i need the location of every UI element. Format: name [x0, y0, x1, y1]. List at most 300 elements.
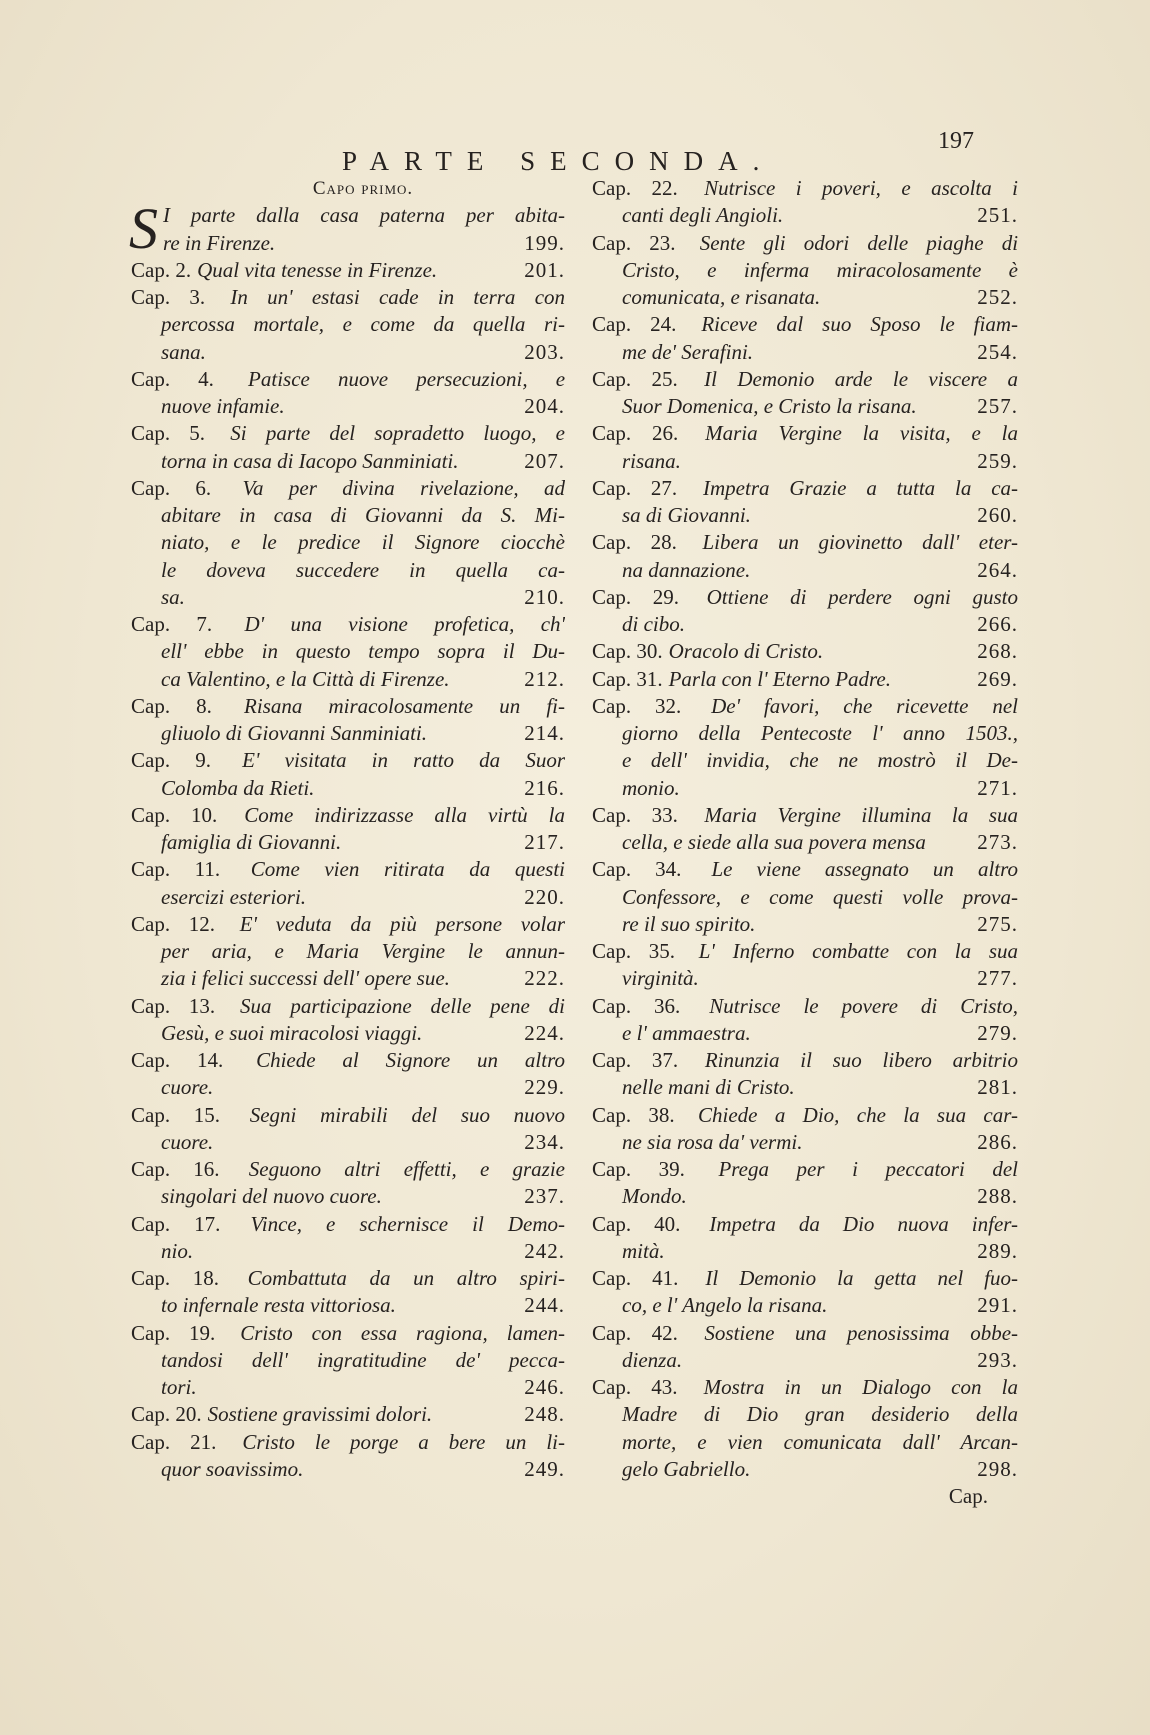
entry-text-wrap	[161, 965, 450, 992]
entry-line-last	[131, 1374, 565, 1401]
entry-page: 207.	[524, 448, 565, 473]
entry-text-wrap	[622, 1183, 687, 1210]
entry-page: 293.	[977, 1347, 1018, 1372]
chapter-label: Cap. 28.	[592, 530, 677, 555]
entry-line	[592, 1156, 1018, 1183]
entry-text: Il Demonio arde le viscere a	[704, 366, 1018, 391]
entry-text-wrap	[622, 448, 681, 475]
entry-text: di cibo.	[622, 612, 685, 636]
toc-entry	[592, 230, 1018, 312]
entry-text: E' veduta da più persone volar	[239, 911, 565, 936]
toc-entry	[131, 1320, 565, 1402]
entry-page: 210.	[524, 584, 565, 609]
entry-text: Colomba da Rieti.	[161, 775, 315, 800]
entry-text: gelo Gabriello.	[622, 1456, 751, 1481]
entry-text-wrap	[622, 557, 750, 584]
entry-line: I parte dalla casa paterna per abita-	[163, 203, 565, 228]
entry-text-wrap	[622, 965, 699, 992]
entry-text: Ottiene di perdere ogni gusto	[706, 584, 1018, 609]
entry-line	[592, 175, 1018, 202]
entry-text-wrap	[622, 502, 751, 529]
entry-line	[131, 1156, 565, 1183]
entry-text: In un' estasi cade in terra con	[230, 285, 565, 309]
entry-text: sa.	[161, 584, 185, 609]
entry-line-last	[131, 1292, 565, 1319]
entry-text-wrap	[161, 1292, 396, 1319]
entry-line-last	[592, 666, 1018, 693]
entry-page: 251.	[977, 203, 1018, 228]
entry-text-wrap	[161, 1129, 213, 1156]
entry-text: virginità.	[622, 966, 699, 991]
entry-line-last	[592, 911, 1018, 938]
entry-line	[131, 802, 565, 829]
entry-text: esercizi esteriori.	[161, 884, 307, 909]
toc-entry	[131, 257, 565, 284]
entry-text: Impetra Grazie a tutta la ca-	[703, 475, 1018, 500]
entry-page: 264.	[977, 557, 1018, 582]
entry-text: Si parte del sopradetto luogo, e	[230, 421, 565, 446]
chapter-label: Cap. 26.	[592, 421, 679, 446]
entry-line-last	[592, 965, 1018, 992]
entry-text-wrap	[622, 1129, 802, 1156]
toc-entry	[131, 611, 565, 693]
entry-page: 269.	[977, 666, 1018, 691]
entry-line	[131, 420, 565, 447]
entry-text: Prega per i peccatori del	[718, 1157, 1018, 1181]
toc-entry	[592, 1211, 1018, 1266]
entry-line	[592, 884, 1018, 911]
entry-page: 249.	[524, 1456, 565, 1481]
entry-line	[131, 366, 565, 393]
entry-text-wrap	[161, 884, 306, 911]
entry-text: L' Inferno combatte con la sua	[698, 939, 1018, 963]
entry-line	[131, 1265, 565, 1292]
entry-text: Mondo.	[622, 1184, 687, 1209]
entry-text: Libera un giovinetto dall' eter-	[702, 530, 1018, 555]
entry-page: 199.	[524, 230, 565, 255]
entry-text: Chiede a Dio, che la sua car-	[698, 1102, 1018, 1127]
toc-entry-capo-primo	[129, 196, 565, 262]
chapter-label: Cap. 16.	[131, 1157, 220, 1181]
entry-line-last	[592, 1074, 1018, 1101]
entry-text: nuove infamie.	[161, 394, 285, 418]
toc-entry	[131, 747, 565, 802]
entry-text: tandosi dell' ingratitudine de' pecca-	[161, 1347, 565, 1372]
entry-text-wrap	[131, 257, 437, 284]
entry-text: Qual vita tenesse in Firenze.	[197, 257, 438, 282]
chapter-label: Cap. 13.	[131, 993, 216, 1018]
entry-line-last	[592, 1238, 1018, 1265]
toc-entry	[131, 1211, 565, 1266]
entry-text: mità.	[622, 1238, 665, 1263]
entry-text: De' favori, che ricevette nel	[711, 693, 1018, 718]
toc-entry	[131, 1429, 565, 1484]
entry-text-wrap	[622, 911, 755, 938]
entry-line-last	[592, 502, 1018, 529]
entry-line	[592, 311, 1018, 338]
entry-text: Sente gli odori delle piaghe di	[699, 230, 1018, 255]
toc-entry	[592, 856, 1018, 938]
toc-entry	[131, 1401, 565, 1428]
entry-line-last	[592, 284, 1018, 311]
entry-text: cuore.	[161, 1129, 214, 1154]
chapter-label: Cap. 24.	[592, 312, 677, 337]
entry-line-last	[592, 1020, 1018, 1047]
chapter-label: Cap. 36.	[592, 993, 681, 1018]
entry-text-wrap	[622, 1074, 795, 1101]
entry-text: e l' ammaestra.	[622, 1020, 751, 1045]
entry-text: Suor Domenica, e Cristo la risana.	[622, 394, 917, 418]
entry-text-wrap	[622, 775, 680, 802]
chapter-label: Cap. 41.	[592, 1266, 679, 1290]
entry-line	[592, 1429, 1018, 1456]
entry-line-last	[592, 829, 1018, 856]
entry-text-wrap	[622, 393, 917, 420]
entry-page: 224.	[524, 1020, 565, 1045]
toc-entry	[592, 938, 1018, 993]
entry-line-last	[131, 339, 565, 366]
entry-line	[131, 1429, 565, 1456]
entry-text: Il Demonio la getta nel fuo-	[705, 1266, 1018, 1290]
toc-entry	[131, 1102, 565, 1157]
toc-entry	[131, 420, 565, 475]
entry-text: morte, e vien comunicata dall' Arcan-	[622, 1429, 1018, 1454]
entry-line-last	[131, 448, 565, 475]
chapter-label: Cap. 30.	[592, 639, 663, 664]
entry-line-last	[131, 1456, 565, 1483]
entry-page: 201.	[524, 257, 565, 282]
entry-text: nio.	[161, 1238, 194, 1263]
entry-line-last	[131, 965, 565, 992]
entry-text-wrap	[131, 1401, 432, 1428]
entry-text: Le viene assegnato un altro	[711, 857, 1018, 882]
entry-text-wrap	[161, 1374, 197, 1401]
toc-entry	[592, 802, 1018, 857]
entry-page: 220.	[524, 884, 565, 909]
entry-line-last	[131, 257, 565, 284]
entry-line-last	[131, 584, 565, 611]
entry-text-wrap	[161, 1456, 303, 1483]
toc-entry	[592, 666, 1018, 693]
chapter-label: Cap. 15.	[131, 1102, 221, 1127]
drop-cap: S	[129, 196, 158, 262]
entry-line-last	[131, 1401, 565, 1428]
chapter-label: Cap. 17.	[131, 1211, 221, 1236]
entry-text-wrap	[592, 638, 823, 665]
chapter-label: Cap. 9.	[131, 748, 211, 773]
entry-line	[131, 557, 565, 584]
entry-line	[131, 284, 565, 311]
entry-text: risana.	[622, 448, 681, 473]
entry-text-wrap	[161, 1074, 213, 1101]
entry-text: Parla con l' Eterno Padre.	[668, 666, 892, 691]
entry-text-wrap	[161, 339, 206, 366]
toc-right-column	[592, 175, 1018, 1510]
entry-text: Patisce nuove persecuzioni, e	[248, 366, 565, 391]
chapter-label: Cap. 40.	[592, 1211, 681, 1236]
entry-text-wrap	[622, 284, 820, 311]
entry-line	[131, 502, 565, 529]
entry-line-last	[131, 1074, 565, 1101]
entry-page: 212.	[524, 666, 565, 691]
entry-page: 203.	[524, 339, 565, 364]
toc-entry	[131, 993, 565, 1048]
entry-text-wrap	[161, 393, 285, 420]
entry-text: comunicata, e risanata.	[622, 285, 821, 309]
toc-entry	[131, 802, 565, 857]
entry-line-last	[592, 638, 1018, 665]
entry-line-last	[592, 1183, 1018, 1210]
toc-entry	[592, 638, 1018, 665]
part-heading: PARTE SECONDA.	[342, 146, 775, 176]
entry-line-last	[592, 1129, 1018, 1156]
entry-line	[592, 1320, 1018, 1347]
chapter-label: Cap. 35.	[592, 939, 676, 963]
entry-text-wrap	[622, 829, 926, 856]
chapter-label: Cap. 21.	[131, 1429, 217, 1454]
toc-left-column	[131, 175, 565, 1483]
chapter-label: Cap. 2.	[131, 257, 192, 282]
entry-text: Gesù, e suoi miracolosi viaggi.	[161, 1020, 423, 1045]
entry-text-wrap	[592, 666, 891, 693]
entry-text: singolari del nuovo cuore.	[161, 1184, 382, 1209]
chapter-label: Cap. 3.	[131, 285, 206, 309]
toc-entry	[592, 311, 1018, 366]
entry-page: 271.	[977, 775, 1018, 800]
entry-text: Rinunzia il suo libero arbitrio	[704, 1048, 1018, 1072]
entry-text: Risana miracolosamente un fi-	[244, 693, 565, 718]
entry-page: 222.	[524, 966, 565, 991]
entry-text: giorno della Pentecoste l' anno 1503.,	[622, 721, 1018, 745]
chapter-label: Cap. 43.	[592, 1375, 678, 1399]
entry-text: Maria Vergine illumina la sua	[704, 802, 1018, 827]
chapter-label: Cap. 19.	[131, 1320, 216, 1345]
entry-text: na dannazione.	[622, 557, 751, 582]
toc-entry	[131, 1156, 565, 1211]
entry-line	[131, 856, 565, 883]
entry-page: 291.	[977, 1293, 1018, 1318]
page-number: 197	[938, 128, 974, 154]
entry-line-last	[131, 1020, 565, 1047]
entry-line	[592, 584, 1018, 611]
entry-line	[131, 311, 565, 338]
entry-page: 286.	[977, 1129, 1018, 1154]
entry-page: 234.	[524, 1129, 565, 1154]
entry-page: 244.	[524, 1293, 565, 1318]
entry-page: 288.	[977, 1184, 1018, 1209]
entry-line	[592, 1211, 1018, 1238]
toc-entry	[592, 584, 1018, 639]
chapter-label: Cap. 7.	[131, 612, 213, 636]
entry-text-wrap	[161, 448, 459, 475]
entry-text: Oracolo di Cristo.	[668, 639, 824, 664]
toc-entry	[592, 693, 1018, 802]
entry-line	[131, 693, 565, 720]
entry-text: Segni mirabili del suo nuovo	[249, 1102, 565, 1127]
entry-line	[131, 993, 565, 1020]
entry-page: 217.	[524, 830, 565, 854]
chapter-label: Cap. 10.	[131, 802, 218, 827]
entry-line	[131, 529, 565, 556]
entry-text: nelle mani di Cristo.	[622, 1075, 795, 1100]
toc-entry	[592, 1320, 1018, 1375]
entry-line	[592, 747, 1018, 774]
toc-entry	[592, 993, 1018, 1048]
entry-line	[592, 1401, 1018, 1428]
chapter-label: Cap. 39.	[592, 1157, 685, 1181]
toc-entry	[131, 366, 565, 421]
entry-line	[592, 993, 1018, 1020]
entry-line-last	[592, 775, 1018, 802]
entry-text: famiglia di Giovanni.	[161, 830, 342, 854]
entry-line-last	[592, 611, 1018, 638]
entry-text: niato, e le predice il Signore ciocchè	[161, 530, 565, 555]
chapter-label: Cap. 32.	[592, 693, 682, 718]
entry-page: 259.	[977, 448, 1018, 473]
entry-text: Combattuta da un altro spiri-	[247, 1266, 565, 1290]
entry-line-last	[131, 1238, 565, 1265]
entry-text: sa di Giovanni.	[622, 503, 751, 527]
entry-text: Nutrisce le povere di Cristo,	[709, 993, 1018, 1018]
entry-text-wrap	[161, 1238, 193, 1265]
entry-page: 268.	[977, 639, 1018, 664]
entry-text: abitare in casa di Giovanni da S. Mi-	[161, 503, 565, 527]
entry-line	[131, 1102, 565, 1129]
entry-line	[131, 638, 565, 665]
entry-text-wrap	[161, 1183, 382, 1210]
entry-page: 281.	[977, 1075, 1018, 1100]
entry-text: re il suo spirito.	[622, 911, 756, 936]
entry-text: canti degli Angioli.	[622, 203, 784, 228]
entry-line-last	[131, 666, 565, 693]
entry-page: 229.	[524, 1075, 565, 1100]
entry-text: Mostra in un Dialogo con la	[703, 1375, 1018, 1399]
entry-text: Riceve dal suo Sposo le fiam-	[701, 312, 1018, 337]
chapter-label: Cap. 29.	[592, 584, 679, 609]
entry-line	[592, 1102, 1018, 1129]
entry-line-last	[592, 393, 1018, 420]
entry-line-last	[592, 1292, 1018, 1319]
entry-text-wrap	[161, 666, 450, 693]
entry-text: Come indirizzasse alla virtù la	[244, 802, 565, 827]
entry-page: 214.	[524, 721, 565, 745]
entry-text-wrap	[161, 720, 427, 747]
entry-page: 273.	[977, 830, 1018, 854]
entry-page: 246.	[524, 1375, 565, 1399]
chapter-label: Cap. 34.	[592, 857, 682, 882]
entry-page: 266.	[977, 612, 1018, 636]
entry-text: per aria, e Maria Vergine le annun-	[161, 939, 565, 963]
toc-entry	[131, 284, 565, 366]
toc-entry	[592, 366, 1018, 421]
entry-line	[592, 1265, 1018, 1292]
chapter-label: Cap. 8.	[131, 693, 212, 718]
entry-text: Sostiene una penosissima obbe-	[704, 1320, 1018, 1345]
entry-text: cella, e siede alla sua povera mensa	[622, 830, 926, 854]
entry-text: e dell' invidia, che ne mostrò il De-	[622, 748, 1018, 773]
entry-page: 298.	[977, 1456, 1018, 1481]
toc-entry	[592, 1156, 1018, 1211]
entry-line	[592, 1374, 1018, 1401]
entry-line-last	[131, 829, 565, 856]
entry-line-last	[131, 1129, 565, 1156]
entry-text: Cristo con essa ragiona, lamen-	[240, 1320, 565, 1345]
toc-entry	[131, 693, 565, 748]
chapter-label: Cap. 12.	[131, 911, 216, 936]
entry-line-last	[131, 1183, 565, 1210]
entry-text: Maria Vergine la visita, e la	[705, 421, 1018, 446]
entry-page: 275.	[977, 911, 1018, 936]
toc-entry	[592, 420, 1018, 475]
toc-entry	[592, 475, 1018, 530]
chapter-label: Cap. 11.	[131, 857, 221, 882]
toc-entry	[592, 529, 1018, 584]
entry-line	[592, 420, 1018, 447]
entry-page: 254.	[977, 339, 1018, 364]
entry-line	[592, 529, 1018, 556]
entry-page: 289.	[977, 1238, 1018, 1263]
entry-text: re in Firenze.	[163, 230, 276, 255]
toc-entry	[131, 475, 565, 611]
entry-text: Seguono altri effetti, e grazie	[248, 1157, 565, 1181]
entry-text: me de' Serafini.	[622, 339, 754, 364]
entry-line	[131, 938, 565, 965]
entry-line-last	[131, 720, 565, 747]
entry-page: 216.	[524, 775, 565, 800]
entry-text: E' visitata in ratto da Suor	[242, 748, 565, 773]
entry-text-wrap	[622, 1238, 665, 1265]
entry-text-wrap	[161, 1020, 422, 1047]
entry-line	[592, 802, 1018, 829]
entry-line	[131, 1211, 565, 1238]
entry-page: 204.	[524, 394, 565, 418]
entry-text: dienza.	[622, 1347, 683, 1372]
chapter-label: Cap. 33.	[592, 802, 678, 827]
entry-text: zia i felici successi dell' opere sue.	[161, 966, 450, 991]
entry-text-wrap	[622, 1456, 750, 1483]
entry-page: 277.	[977, 966, 1018, 991]
entry-line-last	[592, 1347, 1018, 1374]
entry-page: 252.	[977, 285, 1018, 309]
entry-text-wrap	[161, 775, 314, 802]
entry-page: 257.	[977, 394, 1018, 418]
chapter-label: Cap. 18.	[131, 1266, 219, 1290]
entry-text: D' una visione profetica, ch'	[244, 612, 565, 636]
entry-line	[592, 856, 1018, 883]
entry-line-last	[131, 230, 565, 257]
entry-line-last	[592, 557, 1018, 584]
catchword: Cap.	[948, 1484, 988, 1508]
entry-line	[592, 693, 1018, 720]
entry-line-last	[592, 1456, 1018, 1483]
entry-line-last	[592, 202, 1018, 229]
toc-entry	[592, 175, 1018, 230]
chapter-label: Cap. 4.	[131, 366, 214, 391]
entry-line-last	[131, 393, 565, 420]
entry-line	[131, 1320, 565, 1347]
toc-entry	[592, 1265, 1018, 1320]
entry-text: percossa mortale, e come da quella ri-	[161, 312, 565, 337]
entry-text-wrap	[161, 584, 185, 611]
chapter-label: Cap. 25.	[592, 366, 678, 391]
entry-line-last	[131, 775, 565, 802]
chapter-label: Cap. 20.	[131, 1402, 202, 1427]
entry-line	[592, 257, 1018, 284]
entry-line	[592, 230, 1018, 257]
entry-line	[592, 1047, 1018, 1074]
entry-line	[131, 747, 565, 774]
entry-text: Sua participazione delle pene di	[240, 993, 565, 1018]
